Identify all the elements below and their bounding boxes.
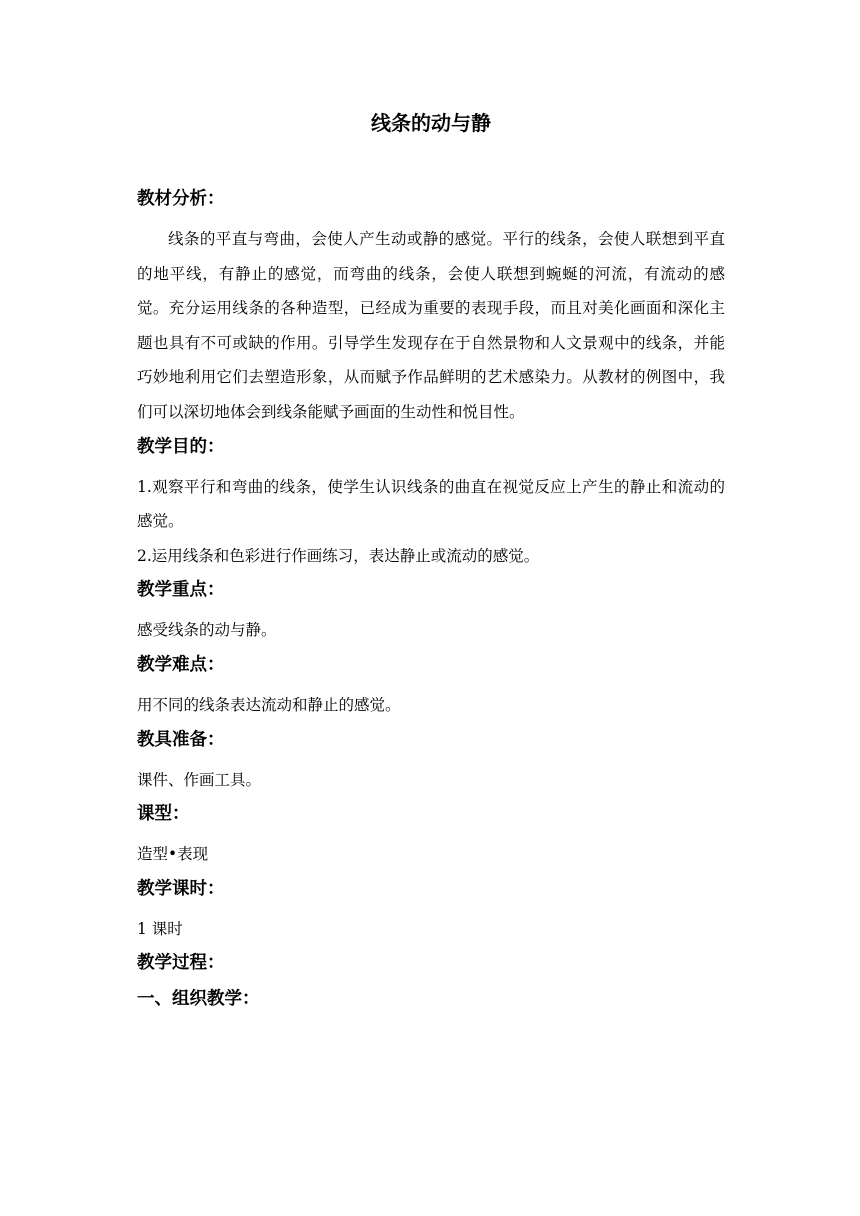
goal-item-1: 1.观察平行和弯曲的线条，使学生认识线条的曲直在视觉反应上产生的静止和流动的感觉。 [137, 477, 725, 531]
section-process [137, 950, 725, 1012]
section-body-key-points: 感受线条的动与静。 [137, 621, 277, 640]
section-materials [137, 727, 725, 798]
goals-list [137, 470, 725, 574]
section-hours [137, 876, 725, 947]
document-title: 线条的动与静 [371, 111, 491, 135]
section-difficulties [137, 652, 725, 723]
section-heading-materials: 教具准备： [137, 729, 225, 750]
section-heading-analysis: 教材分析： [137, 189, 225, 209]
section-body-difficulties: 用不同的线条表达流动和静止的感觉。 [137, 695, 401, 714]
subheading-organize: 一、组织教学： [137, 989, 260, 1010]
section-lesson-type [137, 801, 725, 872]
section-body-materials: 课件、作画工具。 [137, 770, 262, 789]
section-body-analysis: 线条的平直与弯曲，会使人产生动或静的感觉。平行的线条，会使人联想到平直的地平线，有静止的感觉，而弯曲的线条，会使人联想到蜿蜒的河流，有流动的感觉。充分运用线条的各种造型，已经成为重要的表现手段，而且对美化画面和深化主题也具有不可或缺的作用。引导学生发现存在于自然景物和人文景观中的线条，并能巧妙地利用它们去塑造形象，从而赋予作品鲜明的艺术感染力。从教材的例图中，我们可以深切地体会到线条能赋予画面的生动性和悦目性。 [137, 230, 725, 421]
section-heading-difficulties: 教学难点： [137, 654, 225, 675]
section-analysis [137, 186, 725, 430]
document-page [137, 108, 725, 1022]
section-goals [137, 434, 725, 574]
section-body-lesson-type: 造型•表现 [137, 845, 209, 864]
section-heading-lesson-type: 课型： [137, 804, 190, 825]
section-heading-goals: 教学目的： [137, 436, 225, 457]
section-heading-key-points: 教学重点： [137, 580, 225, 601]
section-key-points [137, 577, 725, 648]
goal-item-2: 2.运用线条和色彩进行作画练习，表达静止或流动的感觉。 [137, 546, 540, 565]
section-heading-hours: 教学课时： [137, 878, 225, 899]
section-heading-process: 教学过程： [137, 953, 225, 974]
section-body-hours: 1 课时 [137, 919, 183, 938]
